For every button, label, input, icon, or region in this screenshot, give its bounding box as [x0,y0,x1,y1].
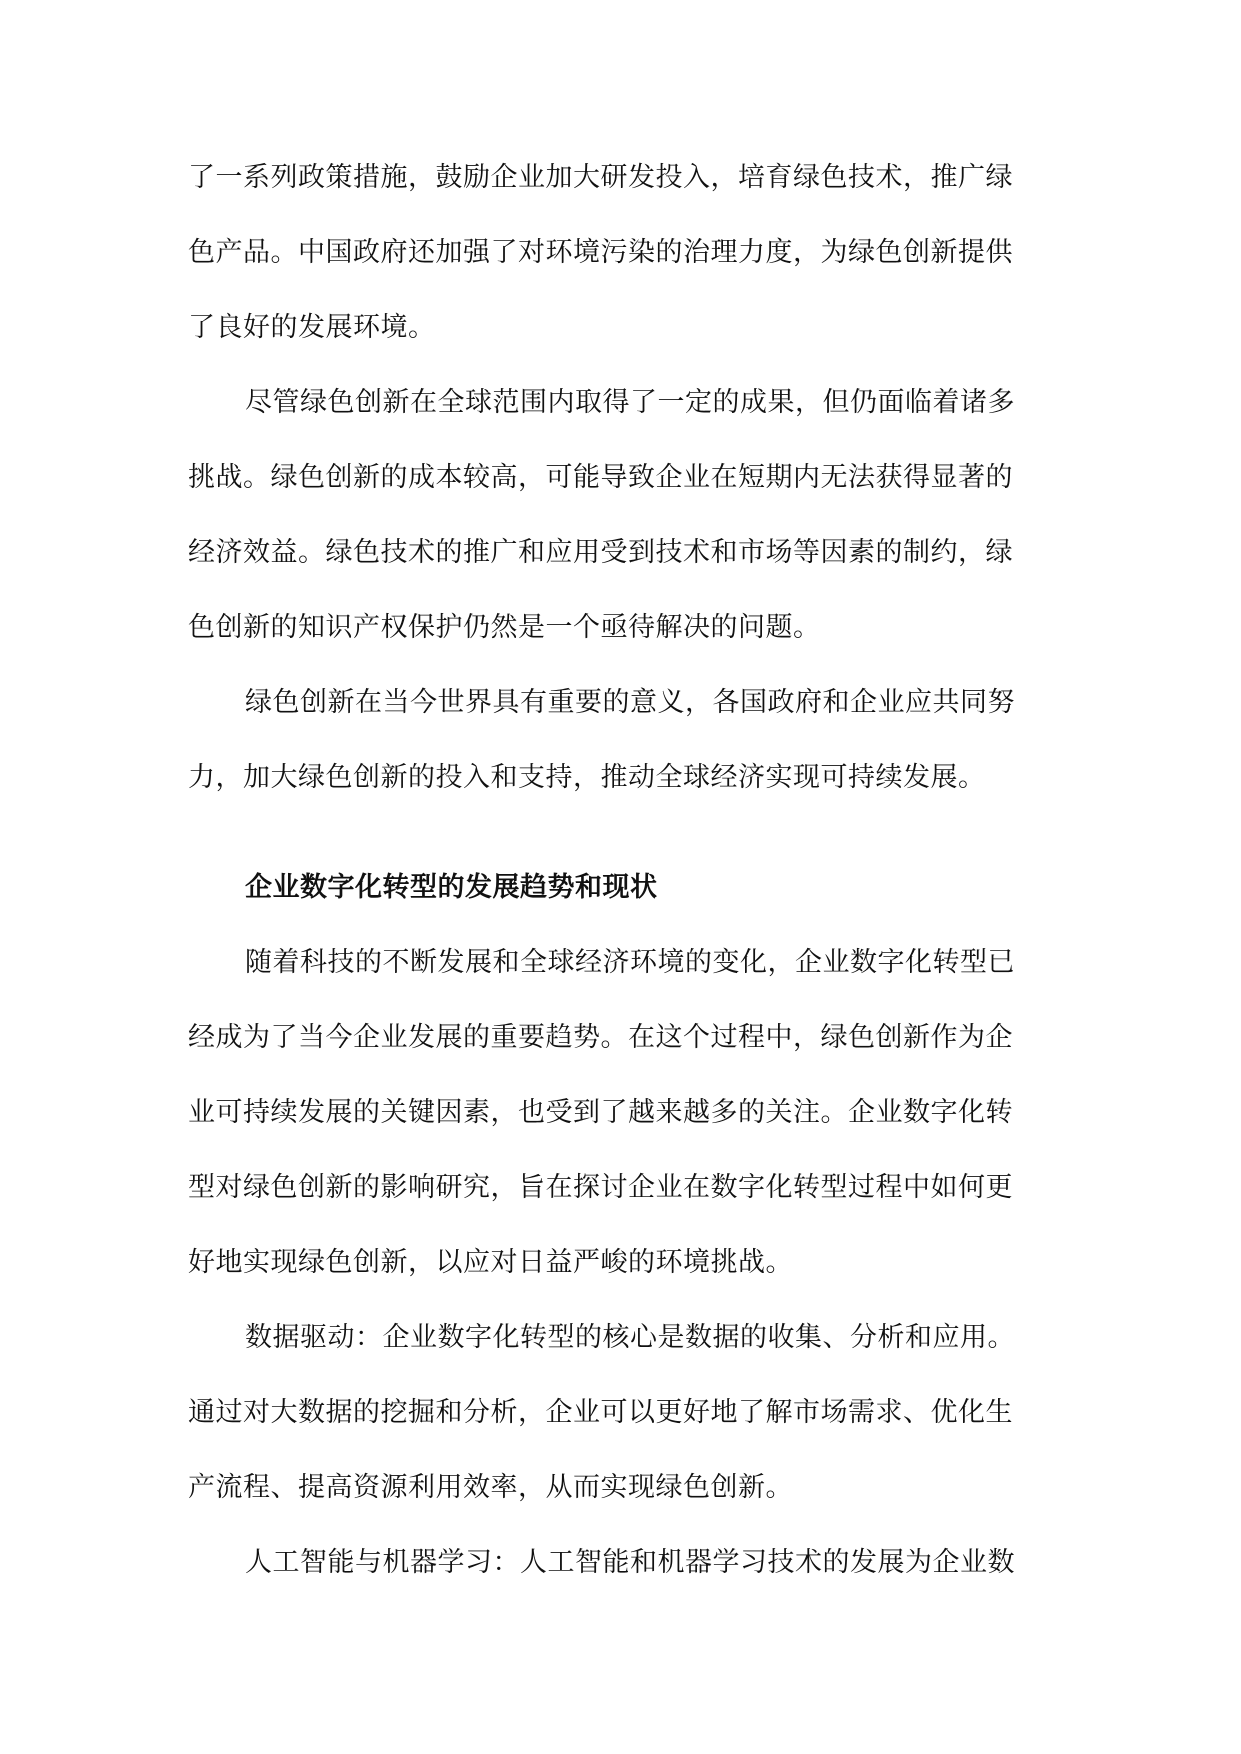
section-heading: 企业数字化转型的发展趋势和现状 [245,872,658,903]
text-line: 绿色创新在当今世界具有重要的意义，各国政府和企业应共同努 [245,687,1015,718]
paragraph-digital-transformation-trend [188,925,1056,1300]
text-line: 经济效益。绿色技术的推广和应用受到技术和市场等因素的制约，绿 [188,537,1013,568]
text-line: 力，加大绿色创新的投入和支持，推动全球经济实现可持续发展。 [188,762,986,793]
paragraph-green-innovation-challenges [188,365,1056,665]
paragraph-policy-measures [188,140,1056,365]
text-line: 了良好的发展环境。 [188,312,436,343]
document-body [188,140,1056,1600]
text-line: 业可持续发展的关键因素，也受到了越来越多的关注。企业数字化转 [188,1097,1013,1128]
text-line: 通过对大数据的挖掘和分析，企业可以更好地了解市场需求、优化生 [188,1397,1013,1428]
text-line: 随着科技的不断发展和全球经济环境的变化，企业数字化转型已 [245,947,1015,978]
text-line: 色产品。中国政府还加强了对环境污染的治理力度，为绿色创新提供 [188,237,1013,268]
text-line: 了一系列政策措施，鼓励企业加大研发投入，培育绿色技术，推广绿 [188,162,1013,193]
text-line: 产流程、提高资源利用效率，从而实现绿色创新。 [188,1472,793,1503]
text-line: 型对绿色创新的影响研究，旨在探讨企业在数字化转型过程中如何更 [188,1172,1013,1203]
paragraph-green-innovation-significance [188,665,1056,815]
text-line: 好地实现绿色创新，以应对日益严峻的环境挑战。 [188,1247,793,1278]
text-line: 色创新的知识产权保护仍然是一个亟待解决的问题。 [188,612,821,643]
text-line: 经成为了当今企业发展的重要趋势。在这个过程中，绿色创新作为企 [188,1022,1013,1053]
paragraph-ai-machine-learning [188,1525,1056,1600]
text-line: 挑战。绿色创新的成本较高，可能导致企业在短期内无法获得显著的 [188,462,1013,493]
text-line: 人工智能与机器学习：人工智能和机器学习技术的发展为企业数 [245,1547,1015,1578]
text-line: 数据驱动：企业数字化转型的核心是数据的收集、分析和应用。 [245,1322,1015,1353]
text-line: 尽管绿色创新在全球范围内取得了一定的成果，但仍面临着诸多 [245,387,1015,418]
paragraph-data-driven [188,1300,1056,1525]
